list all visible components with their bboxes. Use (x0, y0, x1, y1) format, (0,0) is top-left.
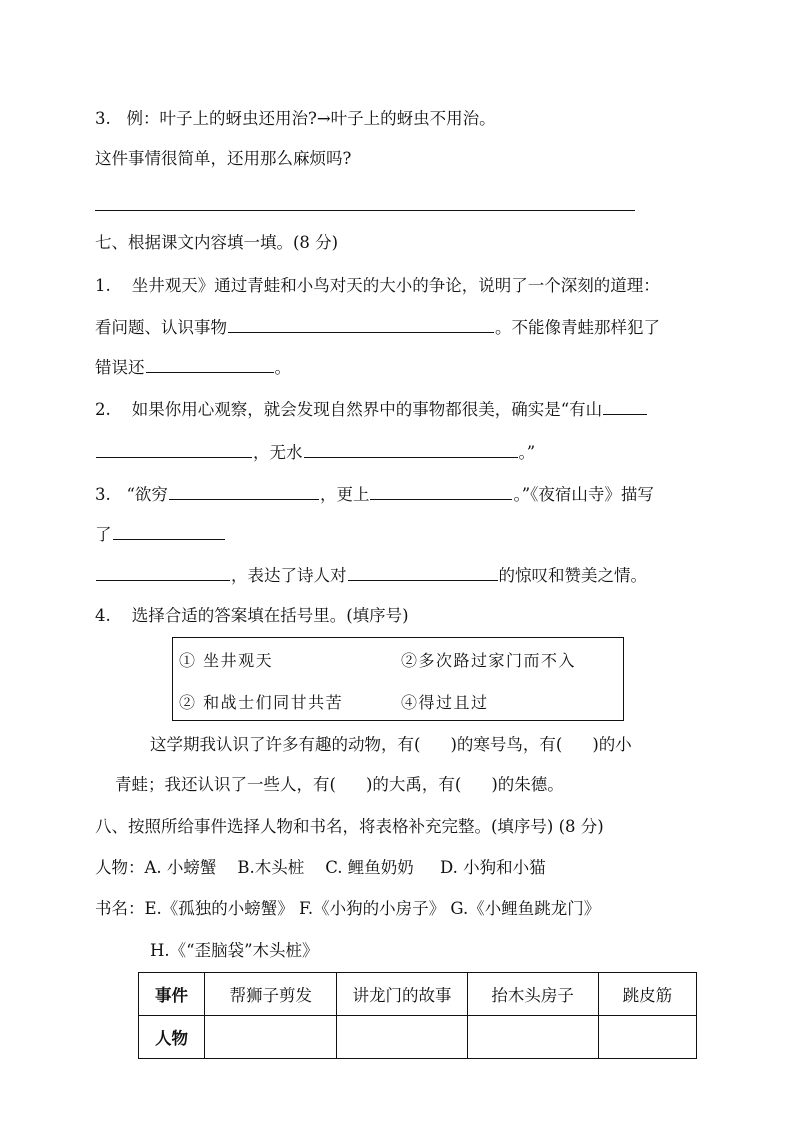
q3-example: 例：叶子上的蚜虫还用治?→叶子上的蚜虫不用治。 (126, 109, 496, 128)
option-4: ④得过且过 (401, 693, 489, 712)
q3-sentence: 这件事情很简单，还用那么麻烦吗? (95, 149, 352, 168)
para2-b: )的大禹，有( (365, 775, 462, 794)
s7-item3-line3-b: 的惊叹和赞美之情。 (498, 566, 647, 585)
s7-item2-text: 如果你用心观察，就会发现自然界中的事物都很美，确实是“有山 (131, 400, 603, 419)
s7-item3-blank1[interactable] (169, 483, 319, 500)
s7-item1-line2 (95, 316, 660, 339)
s7-item2-line2-a: ，无水 (253, 443, 303, 462)
s7-item1-line3-b: 。 (274, 358, 291, 377)
s7-item3-line2 (95, 523, 226, 546)
s7-item2-blank3[interactable] (304, 441, 518, 458)
s7-item1-line3-a: 错误还 (95, 358, 145, 377)
s7-item3-line1-c: 。”《夜宿山寺》描写 (513, 485, 654, 504)
table-cell-answer[interactable] (598, 1016, 696, 1059)
s7-item1-line3 (95, 356, 291, 379)
s7-item1-blank1[interactable] (228, 316, 494, 333)
para2-a: 青蛙；我还认识了一些人，有( (115, 775, 336, 794)
s7-item1-line1 (95, 275, 660, 297)
s7-item3-blank5[interactable] (348, 564, 498, 581)
s7-item3-blank2[interactable] (370, 483, 512, 500)
table-cell-event: 帮狮子剪发 (205, 973, 337, 1016)
s7-item3-blank3[interactable] (113, 523, 225, 540)
section8-people: 人物：A. 小螃蟹 B.木头桩 C. 鲤鱼奶奶 D. 小狗和小猫 (95, 858, 546, 877)
table-cell-event-header: 事件 (139, 973, 205, 1016)
table-row-people (139, 1016, 697, 1059)
para1-c: )的小 (592, 735, 632, 754)
para1-b: )的寒号鸟，有( (450, 735, 563, 754)
s7-item3-line1-b: ，更上 (319, 485, 370, 504)
s7-item1-text: 坐井观天》通过青蛙和小鸟对天的大小的争论，说明了一个深刻的道理： (131, 276, 660, 295)
s7-item2-number: 2. (95, 400, 111, 419)
table-cell-people-header: 人物 (139, 1016, 205, 1059)
table-cell-event: 跳皮筋 (598, 973, 696, 1016)
s7-item3-blank4[interactable] (96, 564, 230, 581)
s7-item3-line1-a: “欲穷 (126, 485, 168, 504)
section8-heading: 八、按照所给事件选择人物和书名，将表格补充完整。(填序号) (8 分) (95, 817, 604, 836)
section8-book-h: H.《“歪脑袋”木头桩》 (150, 941, 319, 960)
event-table (138, 972, 697, 1059)
table-cell-event: 抬木头房子 (467, 973, 598, 1016)
s7-item3-line1 (95, 483, 654, 506)
s7-item2-line1 (95, 398, 648, 421)
s7-item1-line2-b: 。不能像青蛙那样犯了 (495, 318, 660, 337)
s7-item2-line2 (95, 441, 535, 464)
s7-item4-prompt: 选择合适的答案填在括号里。(填序号) (131, 606, 409, 625)
s7-item3-line3 (95, 564, 647, 587)
s7-item4-number: 4. (95, 606, 111, 625)
para2-c: )的朱德。 (491, 775, 564, 794)
s7-item3-line3-a: ，表达了诗人对 (231, 566, 347, 585)
s7-item4-para-line2 (115, 774, 564, 796)
s7-item4-line (95, 605, 409, 627)
s7-item2-blank2[interactable] (96, 441, 252, 458)
section8-books: 书名：E.《孤独的小螃蟹》 F.《小狗的小房子》 G.《小鲤鱼跳龙门》 (95, 899, 601, 918)
para1-a: 这学期我认识了许多有趣的动物，有( (150, 735, 421, 754)
table-row-events (139, 973, 697, 1016)
table-cell-answer[interactable] (205, 1016, 337, 1059)
q3-number: 3. (95, 109, 111, 128)
s7-item3-number: 3. (95, 485, 111, 504)
s7-item1-number: 1. (95, 276, 111, 295)
options-box (172, 637, 624, 721)
q3-example-line (95, 108, 496, 130)
section7-heading: 七、根据课文内容填一填。(8 分) (95, 233, 339, 252)
option-1: ① 坐井观天 (179, 651, 274, 670)
s7-item3-line2-text: 了 (95, 525, 112, 544)
table-cell-event: 讲龙门的故事 (337, 973, 467, 1016)
s7-item2-line2-b: 。” (518, 443, 536, 462)
q3-answer-line[interactable] (95, 210, 635, 211)
s7-item1-blank2[interactable] (146, 356, 274, 373)
s7-item1-line2-a: 看问题、认识事物 (95, 318, 227, 337)
s7-item4-para-line1 (150, 734, 632, 756)
s7-item2-blank1[interactable] (603, 398, 647, 415)
table-cell-answer[interactable] (337, 1016, 467, 1059)
table-cell-answer[interactable] (467, 1016, 598, 1059)
option-2: ②多次路过家门而不入 (401, 651, 577, 670)
option-3: ② 和战士们同甘共苦 (179, 693, 344, 712)
